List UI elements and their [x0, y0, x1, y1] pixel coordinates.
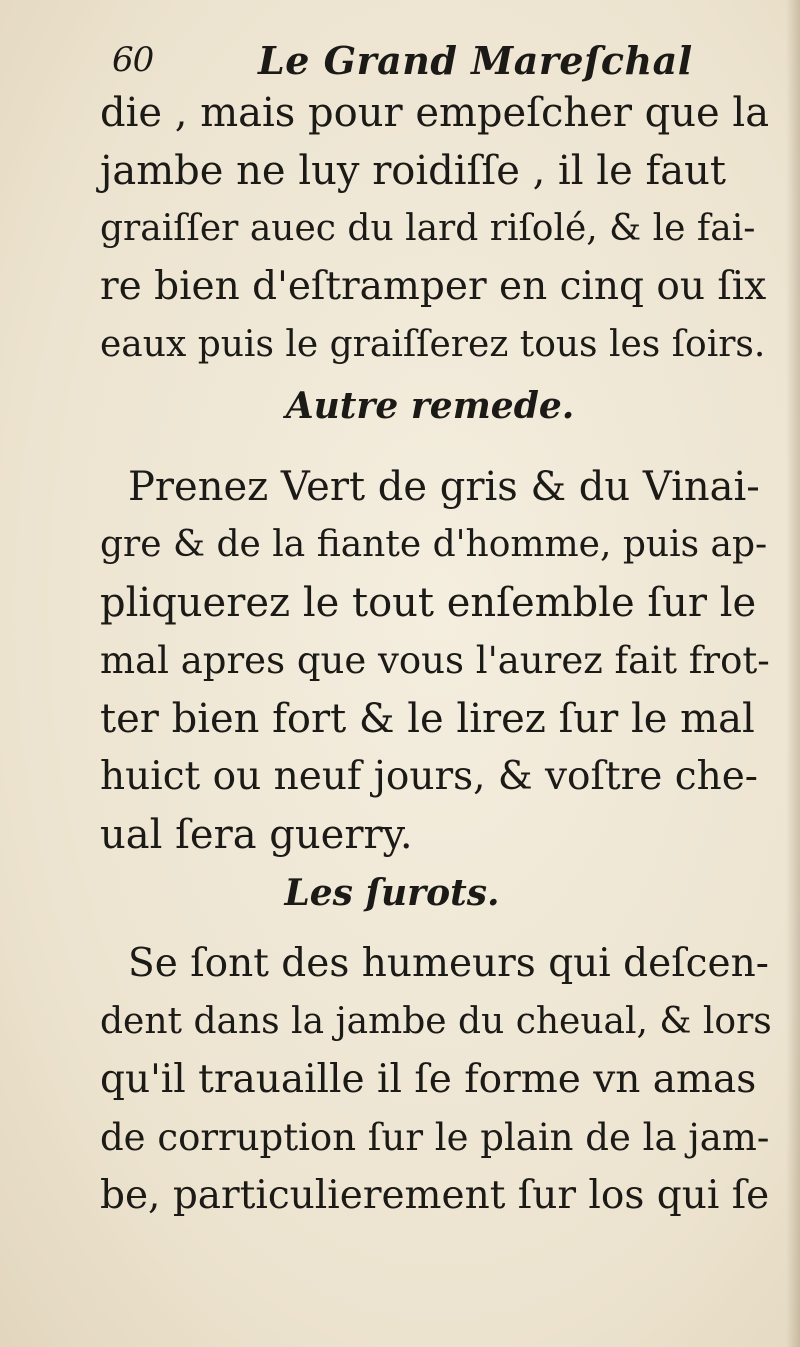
text-line: mal apres que vous l'aurez fait frot-	[100, 639, 770, 682]
text-line: Prenez Vert de gris & du Vinai-	[128, 464, 760, 510]
text-line: die , mais pour empeſcher que la	[100, 90, 770, 136]
section-heading-les-surots: Les ſurots.	[284, 872, 500, 914]
text-line: be, particulierement ſur los qui ſe	[100, 1173, 770, 1218]
text-line: qu'il trauaille il ſe forme vn amas	[100, 1057, 757, 1102]
paragraph-2	[100, 458, 772, 864]
paragraph-3	[100, 935, 772, 1225]
text-line: Se ſont des humeurs qui deſcen-	[128, 941, 769, 986]
text-line: pliquerez le tout enſemble ſur le	[100, 580, 757, 626]
running-title: Le Grand Mareſchal	[258, 38, 693, 83]
text-line: graiſſer auec du lard riſolé, & le fai-	[100, 208, 756, 249]
text-line: eaux puis le graiſſerez tous les ſoirs.	[100, 324, 766, 365]
text-line: huict ou neuf jours, & voſtre che-	[100, 754, 758, 799]
text-line: jambe ne luy roidiſſe , il le faut	[100, 148, 726, 194]
text-line: dent dans la jambe du cheual, & lors	[100, 1001, 772, 1042]
section-heading-autre-remede: Autre remede.	[285, 385, 575, 427]
text-line: de corruption ſur le plain de la jam-	[100, 1116, 770, 1159]
page-edge-shadow	[786, 0, 800, 1347]
text-line: ual ſera guerry.	[100, 812, 413, 858]
page-number: 60	[112, 40, 154, 80]
text-line: gre & de la fiante d'homme, puis ap-	[100, 524, 768, 565]
text-line: ter bien fort & le lirez ſur le mal	[100, 696, 755, 742]
paragraph-1	[100, 84, 772, 374]
text-line: re bien d'eſtramper en cinq ou ſix	[100, 264, 767, 309]
